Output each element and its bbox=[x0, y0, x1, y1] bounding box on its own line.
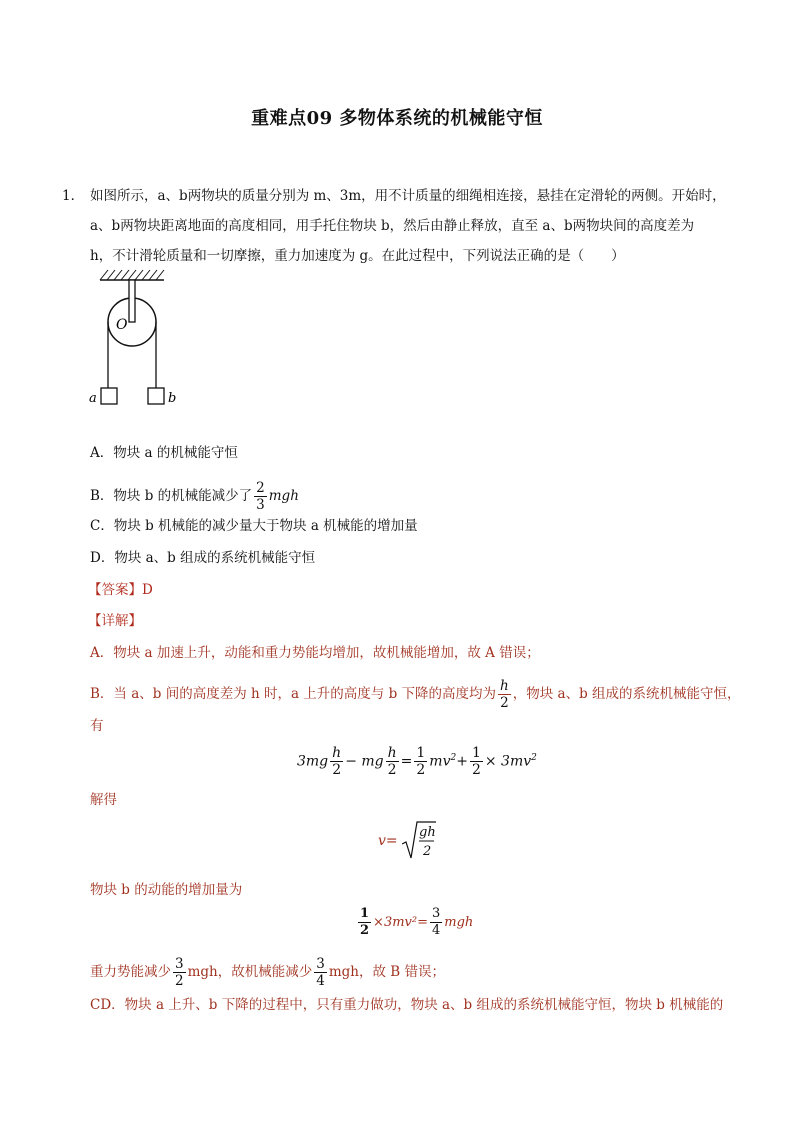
pulley-figure bbox=[86, 266, 196, 436]
equation-velocity: v= gh 2 bbox=[378, 820, 436, 862]
sqrt-sign bbox=[402, 820, 436, 862]
pulley-axle bbox=[129, 280, 135, 322]
option-a: A．物块 a 的机械能守恒 bbox=[90, 445, 238, 461]
detail-jiede: 解得 bbox=[90, 792, 117, 808]
question-number: 1． bbox=[62, 188, 85, 204]
svg-text:gh: gh bbox=[419, 825, 436, 840]
block-a-label: a bbox=[89, 391, 97, 406]
option-b-fraction: $\frac{2}{3}$ bbox=[256, 480, 265, 513]
detail-b: B．当 a、b 间的高度差为 h 时，a 上升的高度与 b 下降的高度均为 $\frac{h}{2}$ ，物块 a、b 组成的系统机械能守恒， bbox=[90, 678, 741, 711]
detail-potential: 重力势能减少 $\frac{3}{2}$ mgh，故机械能减少 $\frac{3}{4}$ mgh，故 B 错误； bbox=[90, 956, 445, 989]
page-title: 重难点09 多物体系统的机械能守恒 bbox=[251, 108, 543, 129]
equation-kinetic: $\frac{1}{2}$ ×3mv²= $\frac{3}{4}$ mgh bbox=[360, 906, 474, 938]
detail-kinetic-text: 物块 b 的动能的增加量为 bbox=[90, 882, 243, 898]
detail-a: A．物块 a 加速上升，动能和重力势能均增加，故机械能增加，故 A 错误； bbox=[90, 645, 540, 661]
detail-label: 【详解】 bbox=[88, 613, 142, 629]
option-c: C．物块 b 机械能的减少量大于物块 a 机械能的增加量 bbox=[90, 518, 418, 534]
detail-cd: CD．物块 a 上升、b 下降的过程中，只有重力做功，物块 a、b 组成的系统机械能守恒，物块 b 机械能的 bbox=[90, 997, 724, 1013]
option-b: B．物块 b 的机械能减少了 $\frac{2}{3}$ mgh bbox=[90, 480, 299, 513]
block-b bbox=[148, 388, 164, 404]
answer-label: 【答案】D bbox=[88, 582, 153, 598]
block-a bbox=[101, 388, 117, 404]
detail-you: 有 bbox=[90, 718, 104, 734]
pulley-label: O bbox=[116, 317, 128, 333]
svg-text:2: 2 bbox=[423, 844, 432, 859]
question-line-3: h，不计滑轮质量和一切摩擦，重力加速度为 g。在此过程中，下列说法正确的是（ ） bbox=[90, 248, 625, 264]
question-line-1: 如图所示，a、b两物块的质量分别为 m、3m，用不计质量的细绳相连接，悬挂在定滑轮的两侧。开始时， bbox=[90, 188, 726, 204]
equation-energy: 3mg $\frac{h}{2}$ − mg $\frac{h}{2}$ = $\frac{1}{2}$ $mv^2+$ $\frac{1}{2}$ × $3mv^2$ bbox=[297, 745, 537, 778]
block-b-label: b bbox=[168, 391, 177, 406]
option-d: D．物块 a、b 组成的系统机械能守恒 bbox=[90, 550, 316, 566]
question-line-2: a、b两物块距离地面的高度相同，用手托住物块 b，然后由静止释放，直至 a、b两物块间的高度差为 bbox=[90, 218, 695, 234]
